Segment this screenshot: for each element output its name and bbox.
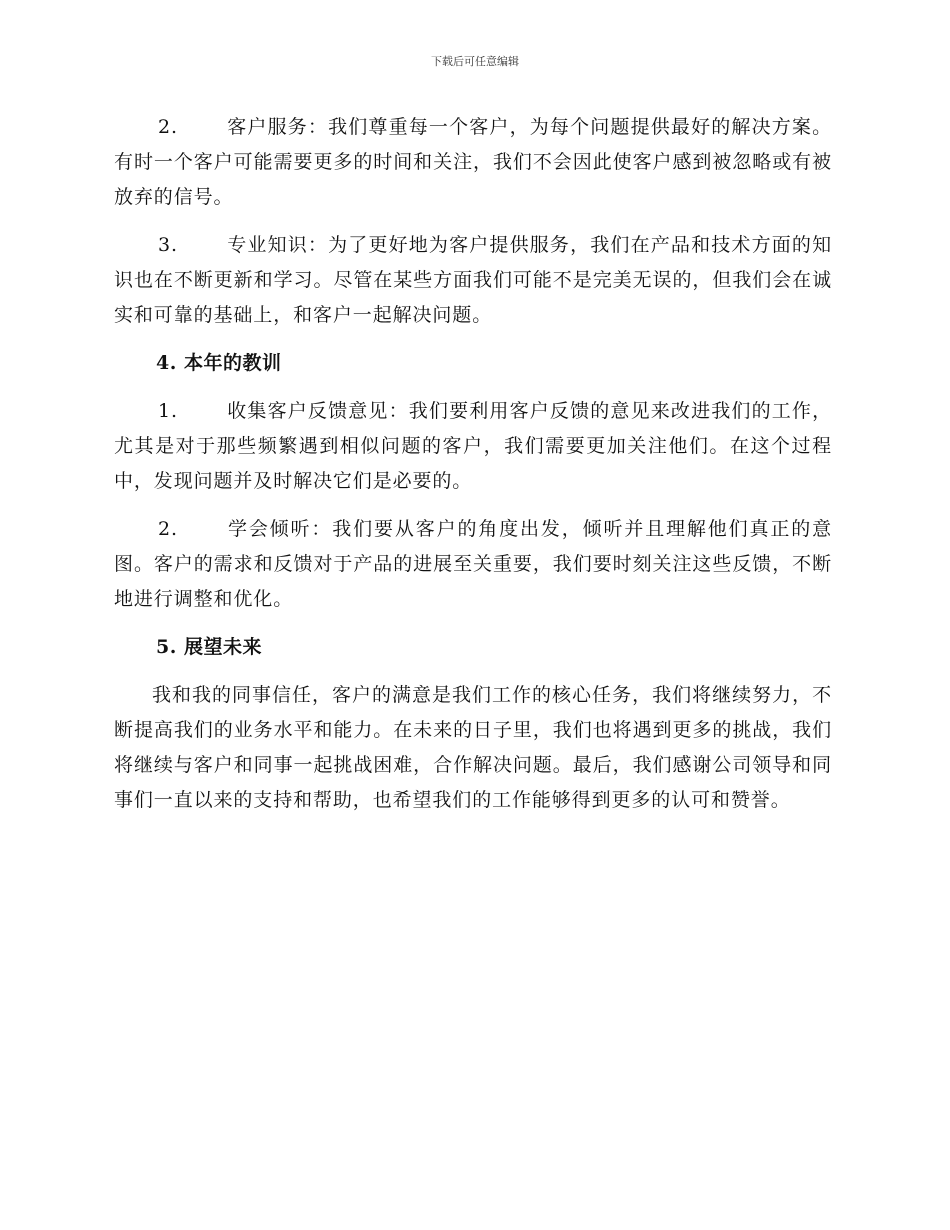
- section-heading-lessons: 4. 本年的教训: [156, 352, 282, 374]
- list-item-number: 2.: [158, 518, 178, 540]
- document-body: [114, 110, 832, 831]
- list-item: [114, 110, 832, 215]
- section-heading-outlook: 5. 展望未来: [156, 636, 262, 658]
- list-item: [114, 228, 832, 333]
- list-item-number: 3.: [158, 234, 178, 256]
- list-item-text: 专业知识：为了更好地为客户提供服务，我们在产品和技术方面的知识也在不断更新和学习。尽管在某些方面我们可能不是完美无误的，但我们会在诚实和可靠的基础上，和客户一起解决问题。: [114, 234, 832, 326]
- list-item-text: 学会倾听：我们要从客户的角度出发，倾听并且理解他们真正的意图。客户的需求和反馈对于产品的进展至关重要，我们要时刻关注这些反馈，不断地进行调整和优化。: [114, 518, 832, 610]
- list-item-number: 1.: [158, 400, 178, 422]
- list-item: [114, 394, 832, 499]
- list-item: [114, 512, 832, 617]
- page-header: 下载后可任意编辑: [431, 55, 519, 68]
- body-paragraph: 我和我的同事信任，客户的满意是我们工作的核心任务，我们将继续努力，不断提高我们的业务水平和能力。在未来的日子里，我们也将遇到更多的挑战，我们将继续与客户和同事一起挑战困难，合作解决问题。最后，我们感谢公司领导和同事们一直以来的支持和帮助，也希望我们的工作能够得到更多的认可和赞誉。: [114, 684, 832, 811]
- list-item-text: 客户服务：我们尊重每一个客户，为每个问题提供最好的解决方案。有时一个客户可能需要更多的时间和关注，我们不会因此使客户感到被忽略或有被放弃的信号。: [114, 116, 832, 208]
- list-item-number: 2.: [158, 116, 178, 138]
- list-item-text: 收集客户反馈意见：我们要利用客户反馈的意见来改进我们的工作，尤其是对于那些频繁遇到相似问题的客户，我们需要更加关注他们。在这个过程中，发现问题并及时解决它们是必要的。: [114, 400, 832, 492]
